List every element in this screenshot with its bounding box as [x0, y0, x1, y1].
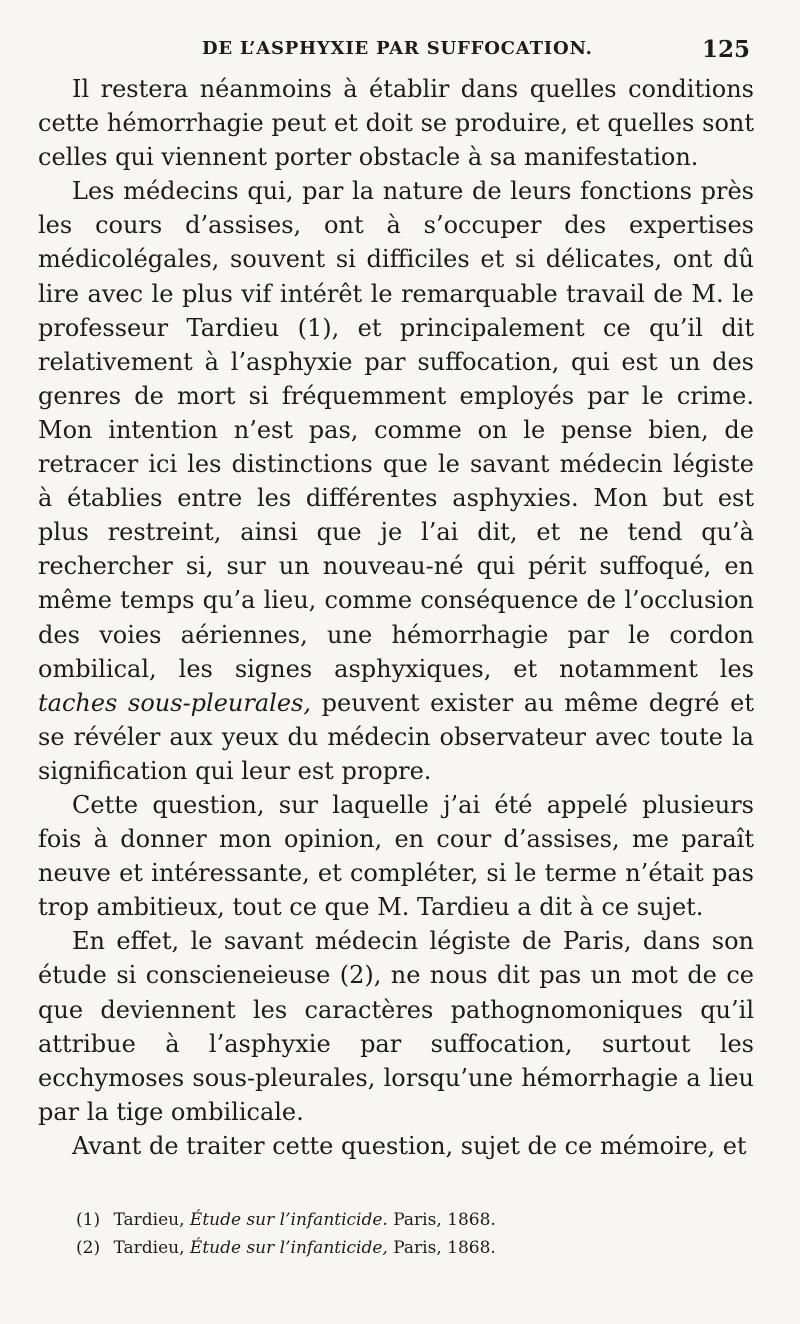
paragraph-5: [38, 1129, 754, 1163]
footnote-1-place-year: Paris, 1868.: [393, 1210, 496, 1230]
paragraph-2-italic-term: taches sous-pleurales,: [38, 688, 311, 717]
running-header: [150, 36, 750, 70]
footnote-2-title: Étude sur l’infanticide,: [189, 1238, 388, 1258]
page-number: 125: [701, 36, 750, 63]
footnotes: [76, 1206, 736, 1262]
footnote-2-author: Tardieu,: [113, 1238, 185, 1258]
paragraph-2-text-after: peuvent exister au même degré et se révéler aux yeux du médecin observateur avec toute la signification qui leur est propre.: [38, 688, 754, 785]
paragraph-4-text: En effet, le savant médecin légiste de Paris, dans son étude si conscieneieuse (2), ne nous dit pas un mot de ce que deviennent les caractères pathognomoniques qu’il attribue à l’asphyxie par suffocation, surtout les ecchymoses sous-pleurales, lorsqu’une hémorrhagie a lieu par la tige ombilicale.: [38, 927, 754, 1126]
paragraph-1-text: Il restera néanmoins à établir dans quelles conditions cette hémorrhagie peut et doit se produire, et quelles sont celles qui viennent porter obstacle à sa manifestation.: [38, 75, 754, 172]
paragraph-2: [38, 174, 754, 788]
footnote-1: [76, 1206, 736, 1234]
paragraph-2-text: Les médecins qui, par la nature de leurs fonctions près les cours d’assises, ont à s’occuper des expertises médicolégales, souvent si difficiles et si délicates, ont dû lire avec le plus vif intérêt le remarquable travail de M. le professeur Tardieu (1), et principalement ce qu’il dit relativement à l’asphyxie par suffocation, qui est un des genres de mort si fréquemment employés par le crime. Mon intention n’est pas, comme on le pense bien, de retracer ici les distinctions que le savant médecin légiste à établies entre les différentes asphyxies. Mon but est plus restreint, ainsi que je l’ai dit, et ne tend qu’à rechercher si, sur un nouveau-né qui périt suffoqué, en même temps qu’a lieu, comme conséquence de l’occlusion des voies aériennes, une hémorrhagie par le cordon ombilical, les signes asphyxiques, et notamment les: [38, 177, 754, 683]
footnote-1-title: Étude sur l’infanticide.: [189, 1210, 388, 1230]
paragraph-3-text: Cette question, sur laquelle j’ai été appelé plusieurs fois à donner mon opinion, en cour d’assises, me paraît neuve et intéressante, et compléter, si le terme n’était pas trop ambitieux, tout ce que M. Tardieu a dit à ce sujet.: [38, 790, 754, 922]
paragraph-5-text: Avant de traiter cette question, sujet de ce mémoire, et: [72, 1131, 747, 1160]
running-title: DE L’ASPHYXIE PAR SUFFOCATION.: [202, 38, 593, 59]
footnote-2-place-year: Paris, 1868.: [393, 1238, 496, 1258]
footnote-1-number: (1): [76, 1210, 101, 1230]
footnote-2-number: (2): [76, 1238, 101, 1258]
footnote-2: [76, 1234, 736, 1262]
footnote-1-author: Tardieu,: [113, 1210, 185, 1230]
paragraph-4: [38, 924, 754, 1129]
paragraph-3: [38, 788, 754, 924]
paragraph-1: [38, 72, 754, 174]
page-body: [38, 72, 754, 1163]
